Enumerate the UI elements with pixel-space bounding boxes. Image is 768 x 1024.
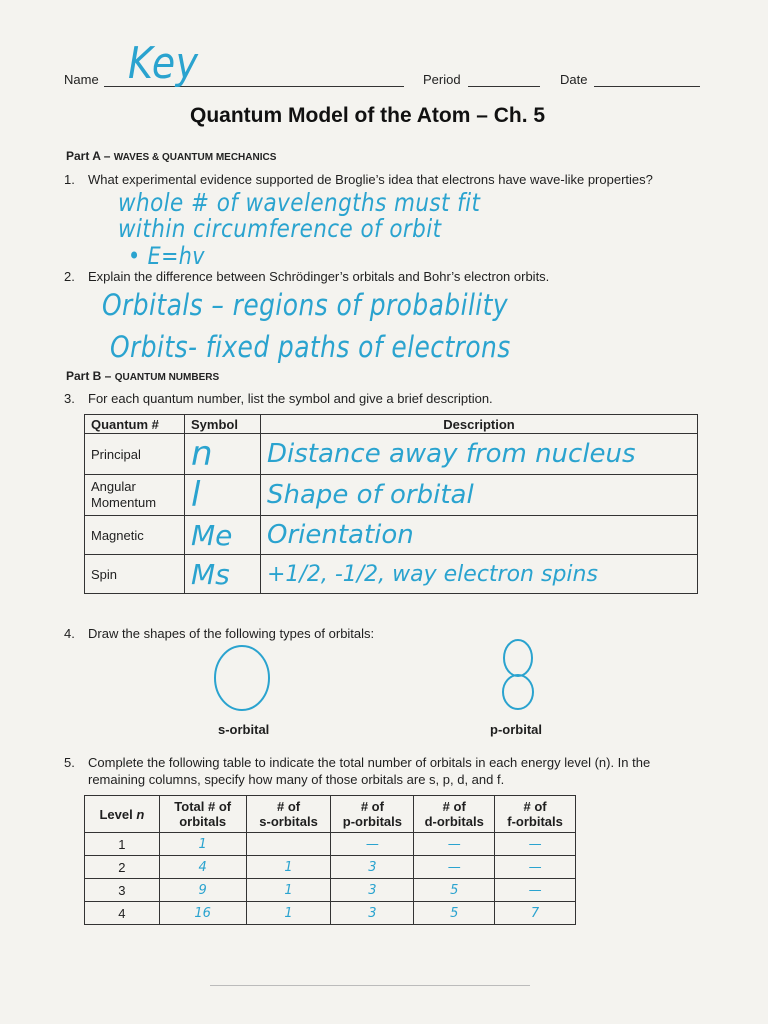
header-level-n: n — [136, 806, 145, 822]
quantum-name: Magnetic — [85, 516, 185, 555]
quantum-symbol[interactable]: l — [185, 475, 261, 516]
quantum-description[interactable]: +1/2, -1/2, way electron spins — [261, 555, 698, 594]
header-total-line-1: Total # of — [174, 799, 232, 814]
question-1-number: 1. — [64, 172, 75, 187]
question-3-text: For each quantum number, list the symbol and give a brief description. — [88, 391, 493, 406]
level-cell: 3 — [85, 879, 160, 902]
header-level — [85, 796, 160, 833]
part-a-title: WAVES & QUANTUM MECHANICS — [113, 152, 277, 163]
header-quantum: Quantum # — [85, 415, 185, 434]
s-orbital-drawing — [200, 640, 290, 720]
total-cell[interactable]: 16 — [159, 902, 246, 925]
quantum-symbol[interactable]: Me — [185, 516, 261, 555]
p-cell[interactable]: 3 — [331, 902, 414, 925]
table-row — [85, 833, 576, 856]
table-row — [85, 434, 698, 475]
d-cell[interactable]: 5 — [414, 902, 495, 925]
question-4-number: 4. — [64, 626, 75, 641]
p-cell[interactable]: — — [331, 833, 414, 856]
question-3-number: 3. — [64, 391, 75, 406]
total-cell[interactable]: 4 — [159, 856, 246, 879]
p-orbital-drawing — [490, 636, 550, 716]
f-cell[interactable]: — — [495, 833, 576, 856]
header-f-line-1: # of — [523, 799, 547, 814]
question-1-text: What experimental evidence supported de Broglie’s idea that electrons have wave-like properties? — [88, 172, 653, 187]
part-a-heading — [66, 149, 276, 163]
header-total-line-2: orbitals — [179, 814, 227, 829]
table-row — [85, 475, 698, 516]
f-cell[interactable]: — — [495, 856, 576, 879]
quantum-description[interactable]: Shape of orbital — [261, 475, 698, 516]
level-cell: 2 — [85, 856, 160, 879]
name-handwriting: Key — [128, 38, 199, 89]
p-cell[interactable]: 3 — [331, 879, 414, 902]
table-row — [85, 902, 576, 925]
period-line[interactable] — [468, 86, 540, 87]
part-b-heading — [66, 369, 219, 383]
date-line[interactable] — [594, 86, 700, 87]
question-5-line-2: remaining columns, specify how many of those orbitals are s, p, d, and f. — [88, 772, 505, 787]
question-4-text: Draw the shapes of the following types of orbitals: — [88, 626, 375, 641]
f-cell[interactable]: — — [495, 879, 576, 902]
answer-1-line-1: whole # of wavelengths must fit — [118, 188, 481, 217]
period-label: Period — [423, 72, 461, 87]
quantum-name: Principal — [85, 434, 185, 475]
level-cell: 1 — [85, 833, 160, 856]
header-s-line-1: # of — [276, 799, 301, 814]
p-cell[interactable]: 3 — [331, 856, 414, 879]
header-p-line-2: p-orbitals — [342, 814, 403, 829]
question-2-number: 2. — [64, 269, 75, 284]
quantum-name: Spin — [85, 555, 185, 594]
name-label: Name — [64, 72, 99, 87]
quantum-symbol[interactable]: n — [185, 434, 261, 475]
table-row — [85, 879, 576, 902]
header-description: Description — [261, 415, 698, 434]
header-s — [246, 796, 331, 833]
question-5 — [64, 755, 650, 770]
header-d-line-1: # of — [442, 799, 466, 814]
header-p — [331, 796, 414, 833]
d-cell[interactable]: 5 — [414, 879, 495, 902]
d-cell[interactable]: — — [414, 856, 495, 879]
s-orbital-label: s-orbital — [218, 722, 270, 737]
question-4 — [64, 626, 374, 641]
s-cell[interactable]: 1 — [246, 879, 331, 902]
table-header-row — [85, 415, 698, 434]
part-b-prefix: Part B – — [66, 369, 115, 383]
question-3 — [64, 391, 493, 406]
answer-2-line-1: Orbitals – regions of probability — [102, 288, 509, 322]
question-2-text: Explain the difference between Schrödinger’s orbitals and Bohr’s electron orbits. — [88, 269, 550, 284]
table-row — [85, 856, 576, 879]
answer-1-line-3: • E=hv — [128, 242, 205, 270]
total-cell[interactable]: 1 — [159, 833, 246, 856]
header-s-line-2: s-orbitals — [259, 814, 318, 829]
header-level-text: Level — [99, 806, 137, 822]
table-row — [85, 555, 698, 594]
quantum-description[interactable]: Orientation — [261, 516, 698, 555]
header-d — [414, 796, 495, 833]
part-b-title: QUANTUM NUMBERS — [114, 372, 220, 383]
s-cell[interactable]: 1 — [246, 902, 331, 925]
question-2 — [64, 269, 549, 284]
page-title: Quantum Model of the Atom – Ch. 5 — [190, 104, 546, 127]
quantum-name: Angular Momentum — [85, 475, 185, 516]
quantum-description[interactable]: Distance away from nucleus — [261, 434, 698, 475]
d-cell[interactable]: — — [414, 833, 495, 856]
page-bottom-rule — [210, 985, 530, 986]
s-cell[interactable]: 1 — [246, 856, 331, 879]
orbitals-table — [84, 795, 576, 925]
header-d-line-2: d-orbitals — [424, 814, 484, 829]
quantum-symbol[interactable]: Ms — [185, 555, 261, 594]
question-1 — [64, 172, 653, 187]
part-a-prefix: Part A – — [66, 149, 114, 163]
question-5-number: 5. — [64, 755, 75, 770]
table-header-row — [85, 796, 576, 833]
header-p-line-1: # of — [360, 799, 384, 814]
answer-2-line-2: Orbits- fixed paths of electrons — [110, 330, 511, 364]
s-cell[interactable] — [246, 833, 331, 856]
total-cell[interactable]: 9 — [159, 879, 246, 902]
header-f-line-2: f-orbitals — [507, 814, 563, 829]
date-label: Date — [560, 72, 588, 87]
header-symbol: Symbol — [185, 415, 261, 434]
p-orbital-label: p-orbital — [490, 722, 542, 737]
quantum-numbers-table — [84, 414, 698, 594]
f-cell[interactable]: 7 — [495, 902, 576, 925]
level-cell: 4 — [85, 902, 160, 925]
answer-1-line-2: within circumference of orbit — [118, 214, 442, 243]
header-f — [495, 796, 576, 833]
question-5-text-1: Complete the following table to indicate the total number of orbitals in each energy level (n). In the — [88, 755, 651, 770]
table-row — [85, 516, 698, 555]
header-total — [159, 796, 246, 833]
